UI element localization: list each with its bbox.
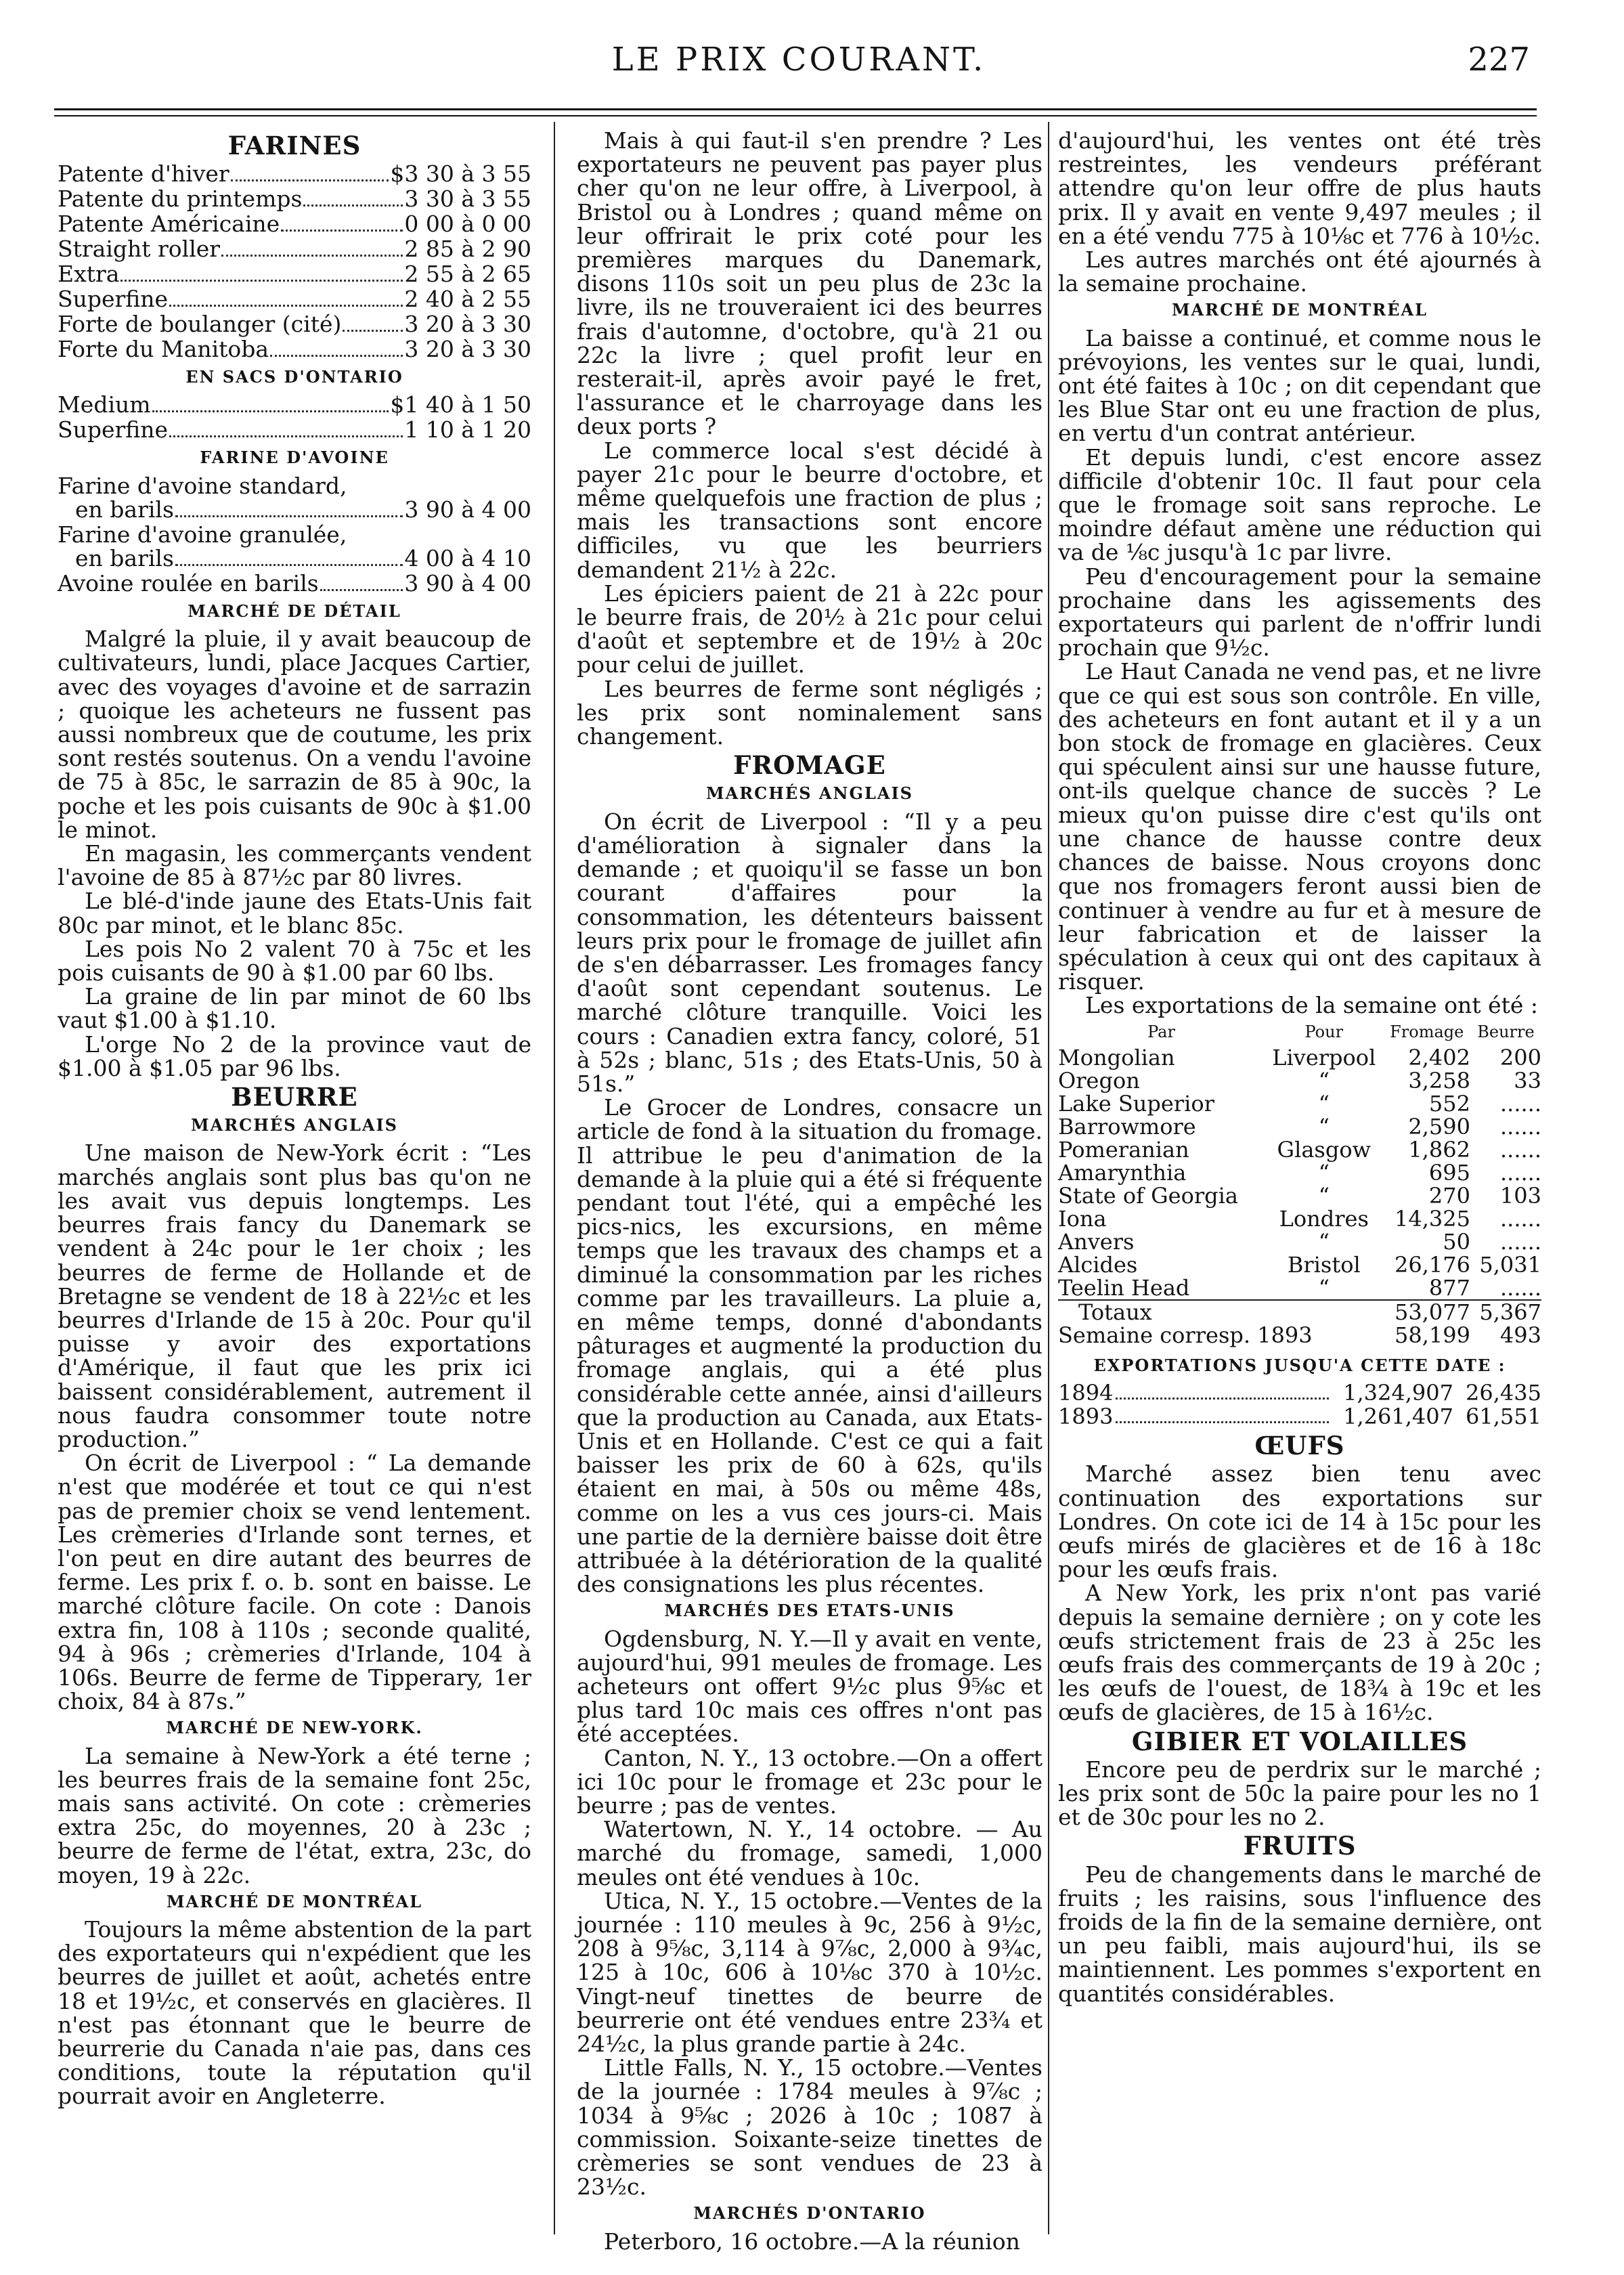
price-value: 3 90 à 4 00 [404, 496, 531, 523]
table-row [1058, 1161, 1541, 1184]
paragraph: Mais à qui faut-il s'en prendre ? Les exportateurs ne peuvent pas payer plus cher qu'on ne leur offre, à Liverpool, à Bristol ou à Londres ; quand même on leur offrirait le prix coté pour les premières marques du Danemark, disons 110s soit un peu plus de 23c la livre, ils ne trouveraient ici des beurres frais d'automne, d'octobre, qu'à 21 ou 22c la livre ; quel profit leur en resterait-il, après avoir payé le fret, l'assurance et le charroyage dans les deux ports ? [577, 127, 1043, 440]
table-cell: Barrowmore [1058, 1113, 1196, 1140]
exports-table [1058, 1018, 1541, 1347]
price-value: 4 00 à 4 10 [404, 545, 531, 572]
table-cell: “ [1318, 1182, 1330, 1209]
year-row [1058, 1405, 1541, 1429]
price-list-avoine [58, 474, 531, 597]
dot-leader [221, 255, 403, 257]
price-row [58, 393, 531, 418]
table-row [1058, 1138, 1541, 1161]
price-label: Superfine [58, 416, 169, 443]
price-list-farines [58, 162, 531, 362]
column-2 [577, 127, 1043, 2255]
table-cell: 3,258 [1408, 1067, 1470, 1093]
dot-leader [120, 280, 403, 282]
price-value: $1 40 à 1 50 [390, 391, 531, 418]
table-cell: ...... [1499, 1274, 1541, 1301]
dot-leader [169, 305, 403, 307]
table-cell: 877 [1428, 1274, 1470, 1301]
price-row [58, 212, 531, 237]
paragraph: La semaine à New-York a été terne ; les beurres frais de la semaine font 25c, mais sans activité. On cote : crèmeries extra 25c, do moyennes, 20 à 23c ; beurre de ferme de l'état, extra, 23c, do moyen, 19 à 22c. [58, 1742, 531, 1888]
table-row-total [1058, 1300, 1541, 1324]
price-row [58, 162, 531, 187]
price-row [58, 337, 531, 362]
price-label: en barils [75, 496, 174, 523]
table-cell: Iona [1058, 1205, 1107, 1232]
price-value: 2 85 à 2 90 [404, 236, 531, 263]
table-cell: 695 [1428, 1159, 1470, 1186]
year-beurre: 26,435 [1466, 1379, 1541, 1406]
table-cell: Oregon [1058, 1067, 1140, 1093]
table-cell: “ [1318, 1274, 1330, 1301]
paragraph: Toujours la même abstention de la part des exportateurs qui n'expédient que les beurres de juillet et août, achetés entre 18 et 19½c, et conservés en glacières. Il n'est pas étonnant que le beurre de beurrerie du Canada n'aie pas, dans ces conditions, toute la réputation qu'il pourrait avoir en Angleterre. [58, 1915, 531, 2110]
table-cell: ...... [1499, 1090, 1541, 1117]
article-fromage-ontario: Peterboro, 16 octobre.—A la réunion [604, 2228, 1020, 2255]
year-label: 1893 [1058, 1403, 1114, 1429]
price-label: Patente du printemps [58, 186, 303, 213]
price-label: en barils [75, 545, 174, 572]
page-header [54, 35, 1543, 83]
table-cell: Londres [1279, 1205, 1369, 1232]
table-header: Par [1147, 1022, 1175, 1041]
price-row [58, 571, 531, 597]
table-cell: ...... [1499, 1159, 1541, 1186]
price-label: Avoine roulée en barils [58, 570, 319, 597]
table-cell: 14,325 [1394, 1205, 1470, 1232]
dot-leader [281, 230, 403, 232]
dot-leader [1116, 1405, 1329, 1423]
article-oeufs [1058, 1462, 1541, 1724]
column-divider [554, 122, 555, 2234]
article-beurre-montreal [58, 1915, 531, 2110]
price-label: Extra [58, 261, 120, 288]
dot-leader [175, 564, 403, 566]
subheading-beurre-montreal: MARCHÉ DE MONTRÉAL [166, 1891, 423, 1911]
table-cell: Amarynthia [1058, 1159, 1187, 1186]
table-row [1058, 1184, 1541, 1207]
article-beurre-newyork [58, 1744, 531, 1887]
dot-leader [152, 410, 389, 412]
table-cell: Totaux [1058, 1300, 1384, 1324]
dot-leader [303, 204, 403, 207]
table-cell: Pomeranian [1058, 1136, 1189, 1163]
paragraph: Canton, N. Y., 13 octobre.—On a offert ici 10c pour le fromage et 23c pour le beurre ; pas de ventes. [577, 1744, 1043, 1819]
section-heading-oeufs: ŒUFS [1254, 1431, 1345, 1461]
price-label: Medium [58, 391, 151, 418]
dot-leader [343, 330, 403, 332]
price-label: Forte de boulanger (cité) [58, 311, 342, 338]
paragraph: Le commerce local s'est décidé à payer 21c pour le beurre d'octobre, et même quelquefois une fraction de plus ; mais les transactions sont encore difficiles, vu que les beurriers demandent 21½ à 22c. [577, 437, 1043, 583]
price-row [58, 287, 531, 312]
paragraph: On écrit de Liverpool : “Il y a peu d'amélioration à signaler dans la demande ; et quoiqu'il se fasse un bon courant d'affaires pour la consommation, les détenteurs baissent leurs prix pour le fromage de juillet afin de s'en débarrasser. Les fromages fancy d'août sont cependant soutenus. Le marché clôture tranquille. Voici les cours : Canadien extra fancy, coloré, 51 à 52s ; blanc, 51s ; des Etats-Unis, 50 à 51s.” [577, 808, 1043, 1097]
header-rule-thin [54, 115, 1537, 116]
paragraph: La baisse a continué, et comme nous le prévoyions, les ventes sur le quai, lundi, ont été faites à 10c ; on dit cependant que les Blue Star ont eu une fraction de plus, en vertu d'un contrat antérieur. [1058, 324, 1541, 447]
dot-leader [320, 589, 403, 591]
paragraph: Les beurres de ferme sont négligés ; les prix sont nominalement sans changement. [577, 675, 1043, 750]
subheading-fromage-montreal: MARCHÉ DE MONTRÉAL [1171, 300, 1428, 320]
table-row [1058, 1230, 1541, 1253]
table-cell: ...... [1499, 1136, 1541, 1163]
table-cell: Anvers [1058, 1228, 1135, 1255]
price-value: 1 10 à 1 20 [404, 416, 531, 443]
header-rule [54, 108, 1537, 110]
year-label: 1894 [1058, 1379, 1114, 1406]
article-gibier [1058, 1758, 1541, 1829]
article-fromage-montreal [1058, 326, 1541, 1018]
table-cell: ...... [1499, 1228, 1541, 1255]
table-row [1058, 1253, 1541, 1276]
table-cell: 552 [1428, 1090, 1470, 1117]
subheading-sacs: EN SACS D'ONTARIO [185, 367, 403, 387]
year-fromage: 1,324,907 [1343, 1379, 1453, 1406]
column-3 [1058, 129, 1541, 2238]
dot-leader [175, 515, 403, 517]
paragraph: Le Grocer de Londres, consacre un article de fond à la situation du fromage. Il attribue le peu d'animation de la demande à la pluie qui a été si fréquente pendant tout l'été, qui a empêché les pics-nics, les excursions, en même temps que les travaux des champs et a diminué la consommation par les riches comme par les travailleurs. La pluie a, en même temps, donné d'abondants pâturages et augmenté la production du fromage anglais, qui a été plus considérable cette année, ainsi d'ailleurs que la production au Canada, aux Etats-Unis et en Hollande. C'est ce qui a fait baisser les prix de 60 à 62s, qu'ils étaient en mai, à 50s ou même 48s, comme on les a vus ces jours-ci. Mais une partie de la dernière baisse doit être attribuée à la détérioration de la qualité des consignations les plus récentes. [577, 1094, 1043, 1598]
section-heading-farines: FARINES [227, 131, 361, 160]
price-label: Forte du Manitoba [58, 336, 269, 363]
price-value: 2 40 à 2 55 [404, 286, 531, 313]
year-row [1058, 1381, 1541, 1405]
article-beurre-anglais [58, 1141, 531, 1713]
price-row [58, 187, 531, 212]
subheading-beurre-newyork: MARCHÉ DE NEW-YORK. [166, 1718, 423, 1738]
table-cell: 50 [1443, 1228, 1470, 1255]
table-cell: Lake Superior [1058, 1090, 1214, 1117]
table-cell: 58,199 [1394, 1322, 1470, 1348]
table-cell: 5,031 [1479, 1251, 1541, 1278]
article-fruits [1058, 1863, 1541, 2006]
paragraph: Encore peu de perdrix sur le marché ; les prix sont de 50c la paire pour les no 1 et de 30c pour les no 2. [1058, 1756, 1541, 1831]
table-row-total [1058, 1324, 1541, 1347]
price-value: 3 20 à 3 30 [404, 336, 531, 363]
table-cell: Liverpool [1272, 1044, 1376, 1070]
subheading-avoine: FARINE D'AVOINE [200, 448, 389, 468]
price-value: 3 90 à 4 00 [404, 570, 531, 597]
table-cell: State of Georgia [1058, 1182, 1238, 1209]
price-row [58, 312, 531, 337]
table-cell: 200 [1499, 1044, 1541, 1070]
table-cell: 5,367 [1470, 1300, 1541, 1324]
section-heading-gibier: GIBIER ET VOLAILLES [1131, 1726, 1468, 1756]
table-cell: Semaine corresp. 1893 [1058, 1322, 1313, 1348]
table-row [1058, 1046, 1541, 1069]
year-fromage: 1,261,407 [1343, 1403, 1453, 1429]
paragraph: Les épiciers paient de 21 à 22c pour le beurre frais, de 20½ à 21c pour celui d'août et septembre et de 19½ à 20c pour celui de juillet. [577, 580, 1043, 678]
table-cell: 2,590 [1408, 1113, 1470, 1140]
table-cell: 33 [1514, 1067, 1541, 1093]
paragraph: En magasin, les commerçants vendent l'avoine de 85 à 87½c par 80 livres. [58, 840, 531, 891]
table-cell: 103 [1499, 1182, 1541, 1209]
table-cell: “ [1318, 1090, 1330, 1117]
subheading-beurre-anglais: MARCHÉS ANGLAIS [191, 1115, 398, 1135]
paragraph: Les exportations de la semaine ont été : [1085, 992, 1538, 1019]
year-beurre: 61,551 [1466, 1403, 1541, 1429]
article-ontario-adjourned: Les autres marchés ont été ajournés à la semaine prochaine. [1058, 246, 1541, 297]
table-header: Beurre [1477, 1022, 1535, 1041]
dot-leader [169, 435, 403, 437]
dot-leader [231, 179, 389, 181]
table-cell: Alcides [1058, 1251, 1138, 1278]
dot-leader [270, 355, 403, 357]
table-cell: 1,862 [1408, 1136, 1470, 1163]
table-cell: “ [1318, 1067, 1330, 1093]
paragraph: Peu d'encouragement pour la semaine prochaine dans les agissements des exportateurs qui parlent de n'offrir lundi prochain que 9½c. [1058, 563, 1541, 662]
paragraph: Le Haut Canada ne vend pas, et ne livre que ce qui est sous son contrôle. En ville, des acheteurs en font autant et il y a un bon stock de fromage en glacières. Ceux qui spéculent ainsi sur une hausse future, ont-ils quelque chance de succès ? Le mieux qu'on puisse dire c'est qu'ils ont une chance de hausse contre deux chances de baisse. Nous croyons donc que nos fromagers feront aussi bien de continuer à vendre au fur et à mesure de leur fabrication et de laisser la spéculation à ceux qui ont des capitaux à risquer. [1058, 658, 1541, 995]
dot-leader [1116, 1381, 1329, 1400]
table-cell: Teelin Head [1058, 1274, 1190, 1301]
table-row [1058, 1276, 1541, 1300]
subheading-fromage-anglais: MARCHÉS ANGLAIS [706, 783, 913, 804]
paragraph: Malgré la pluie, il y avait beaucoup de cultivateurs, lundi, place Jacques Cartier, avec des voyages d'avoine et de sarrazin ; quoique les acheteurs ne fussent pas aussi nombreux que de coutume, les prix sont restés soutenus. On a vendu l'avoine de 75 à 85c, le sarrazin de 85 à 90c, la poche et les pois cuisants de 90c à $1.00 le minot. [58, 626, 531, 843]
page-title: LE PRIX COURANT. [611, 41, 986, 79]
article-ontario-continued: d'aujourd'hui, les ventes ont été très restreintes, les vendeurs préférant attendre qu'on leur offre de plus hauts prix. Il y avait en vente 9,497 meules ; il en a été vendu 775 à 10⅛c et 776 à 10½c. [1058, 127, 1541, 249]
subheading-detail: MARCHÉ DE DÉTAIL [188, 601, 401, 622]
price-value: 0 00 à 0 00 [404, 211, 531, 238]
paragraph: L'orge No 2 de la province vaut de $1.00 à $1.05 par 96 lbs. [58, 1031, 531, 1081]
paragraph: Le blé-d'inde jaune des Etats-Unis fait 80c par minot, et le blanc 85c. [58, 888, 531, 938]
paragraph: Les pois No 2 valent 70 à 75c et les pois cuisants de 90 à $1.00 par 60 lbs. [58, 935, 531, 987]
column-divider [1048, 122, 1049, 2234]
price-value: 3 20 à 3 30 [404, 311, 531, 338]
table-row [1058, 1207, 1541, 1230]
price-row [58, 418, 531, 443]
paragraph: Watertown, N. Y., 14 octobre. — Au marché du fromage, samedi, 1,000 meules ont été vendues à 10c. [577, 1816, 1043, 1890]
paragraph: Peu de changements dans le marché de fruits ; les raisins, sous l'influence des froids de la fin de la semaine dernière, ont un peu faibli, mais aujourd'hui, ils se maintiennent. Les pommes s'exportent en quantités considérables. [1058, 1861, 1541, 2007]
subheading-fromage-ontario: MARCHÉS D'ONTARIO [693, 2203, 926, 2224]
table-cell: 2,402 [1408, 1044, 1470, 1070]
table-row [1058, 1069, 1541, 1092]
table-row [1058, 1115, 1541, 1138]
section-heading-beurre: BEURRE [231, 1082, 358, 1112]
table-cell: 53,077 [1384, 1300, 1470, 1324]
table-header: Fromage [1390, 1022, 1464, 1041]
price-label: Straight roller [58, 236, 221, 263]
table-cell: “ [1318, 1159, 1330, 1186]
paragraph: Ogdensburg, N. Y.—Il y avait en vente, aujourd'hui, 991 meules de fromage. Les acheteurs ont offert 9½c plus 9⅝c et plus tard 10c mais ces offres n'ont pas été acceptées. [577, 1625, 1043, 1748]
price-row [58, 237, 531, 262]
paragraph: Une maison de New-York écrit : “Les marchés anglais sont plus bas qu'on ne les avait vus depuis longtemps. Les beurres frais fancy du Danemark se vendent à 24c pour le 1er choix ; les beurres de ferme de Hollande et de Bretagne se vendent de 18 à 22½c et les beurres d'Irlande de 15 à 20c. Pour qu'il puisse y avoir des exportations d'Amérique, il faut que les prix ici baissent considérablement, autrement il nous faudra consommer toute notre production.” [58, 1140, 531, 1452]
article-fromage-anglais [577, 810, 1043, 1597]
section-heading-fruits: FRUITS [1243, 1831, 1357, 1861]
table-cell: “ [1318, 1228, 1330, 1255]
article-beurre-continued [577, 129, 1043, 748]
article-detail [58, 627, 531, 1080]
article-fromage-etats [577, 1627, 1043, 2199]
price-item-line: Farine d'avoine standard, [58, 472, 347, 499]
price-value: 3 30 à 3 55 [404, 186, 531, 213]
price-value: $3 30 à 3 55 [390, 160, 531, 188]
price-item-line: Farine d'avoine granulée, [58, 521, 347, 548]
table-cell: Bristol [1287, 1251, 1361, 1278]
price-label: Superfine [58, 286, 169, 313]
subheading-exports-to-date: EXPORTATIONS JUSQU'A CETTE DATE : [1093, 1355, 1506, 1375]
price-value: 2 55 à 2 65 [404, 261, 531, 288]
table-cell: ...... [1499, 1113, 1541, 1140]
price-label: Patente Américaine [58, 211, 280, 238]
price-label: Patente d'hiver [58, 160, 229, 188]
price-row [58, 262, 531, 287]
table-cell: 270 [1428, 1182, 1470, 1209]
paragraph: Utica, N. Y., 15 octobre.—Ventes de la journée : 110 meules à 9c, 256 à 9½c, 208 à 9⅝c, 3,114 à 9⅞c, 2,000 à 9¾c, 125 à 10c, 606 à 10⅛c 370 à 10½c. Vingt-neuf tinettes de beurre de beurrerie ont été vendues entre 23¾ et 24½c, la plus grande partie à 24c. [577, 1887, 1043, 2058]
table-cell: ...... [1499, 1205, 1541, 1232]
paragraph: On écrit de Liverpool : “ La demande n'est que modérée et tout ce qui n'est pas de premier choix se vend lentement. Les crèmeries d'Irlande sont ternes, et l'on peut en dire autant des beurres de ferme. Les prix f. o. b. sont en baisse. Le marché clôture facile. On cote : Danois extra fin, 108 à 110s ; seconde qualité, 94 à 96s ; crèmeries d'Irlande, 104 à 106s. Beurre de ferme de Tipperary, 1er choix, 84 à 87s.” [58, 1450, 531, 1715]
table-cell: 26,176 [1394, 1251, 1470, 1278]
paragraph: La graine de lin par minot de 60 lbs vaut $1.00 à $1.10. [58, 983, 531, 1034]
table-cell: 493 [1499, 1322, 1541, 1348]
column-1 [58, 129, 531, 2238]
exports-to-date [1058, 1381, 1541, 1429]
table-header: Pour [1304, 1022, 1344, 1041]
paragraph: A New York, les prix n'ont pas varié depuis la semaine dernière ; on y cote les œufs strictement frais de 23 à 25c les œufs frais des commerçants de 19 à 20c ; les œufs de l'ouest, de 18¾ à 19c et les œufs de glacières, de 15 à 16½c. [1058, 1580, 1541, 1726]
price-list-sacs [58, 393, 531, 443]
table-cell: Glasgow [1277, 1136, 1371, 1163]
page-number: 227 [1468, 41, 1530, 79]
table-row [1058, 1092, 1541, 1115]
price-row [58, 546, 531, 571]
subheading-fromage-etats: MARCHÉS DES ETATS-UNIS [664, 1601, 955, 1621]
paragraph: Marché assez bien tenu avec continuation des exportations sur Londres. On cote ici de 14 à 15c pour les œufs mirés de glacières et de 16 à 18c pour les œufs frais. [1058, 1460, 1541, 1583]
section-heading-fromage: FROMAGE [733, 750, 886, 781]
table-cell: “ [1318, 1113, 1330, 1140]
price-row [58, 498, 531, 523]
paragraph: Et depuis lundi, c'est encore assez difficile d'obtenir 10c. Il faut pour cela que le fromage soit sans reproche. Le moindre défaut amène une réduction qui va de ⅛c jusqu'à 1c par livre. [1058, 443, 1541, 566]
paragraph: Little Falls, N. Y., 15 octobre.—Ventes de la journée : 1784 meules à 9⅞c ; 1034 à 9⅝c ; 2026 à 10c ; 1087 à commission. Soixante-seize tinettes de crèmeries se sont vendues de 23 à 23½c. [577, 2054, 1043, 2201]
table-cell: Mongolian [1058, 1044, 1175, 1070]
